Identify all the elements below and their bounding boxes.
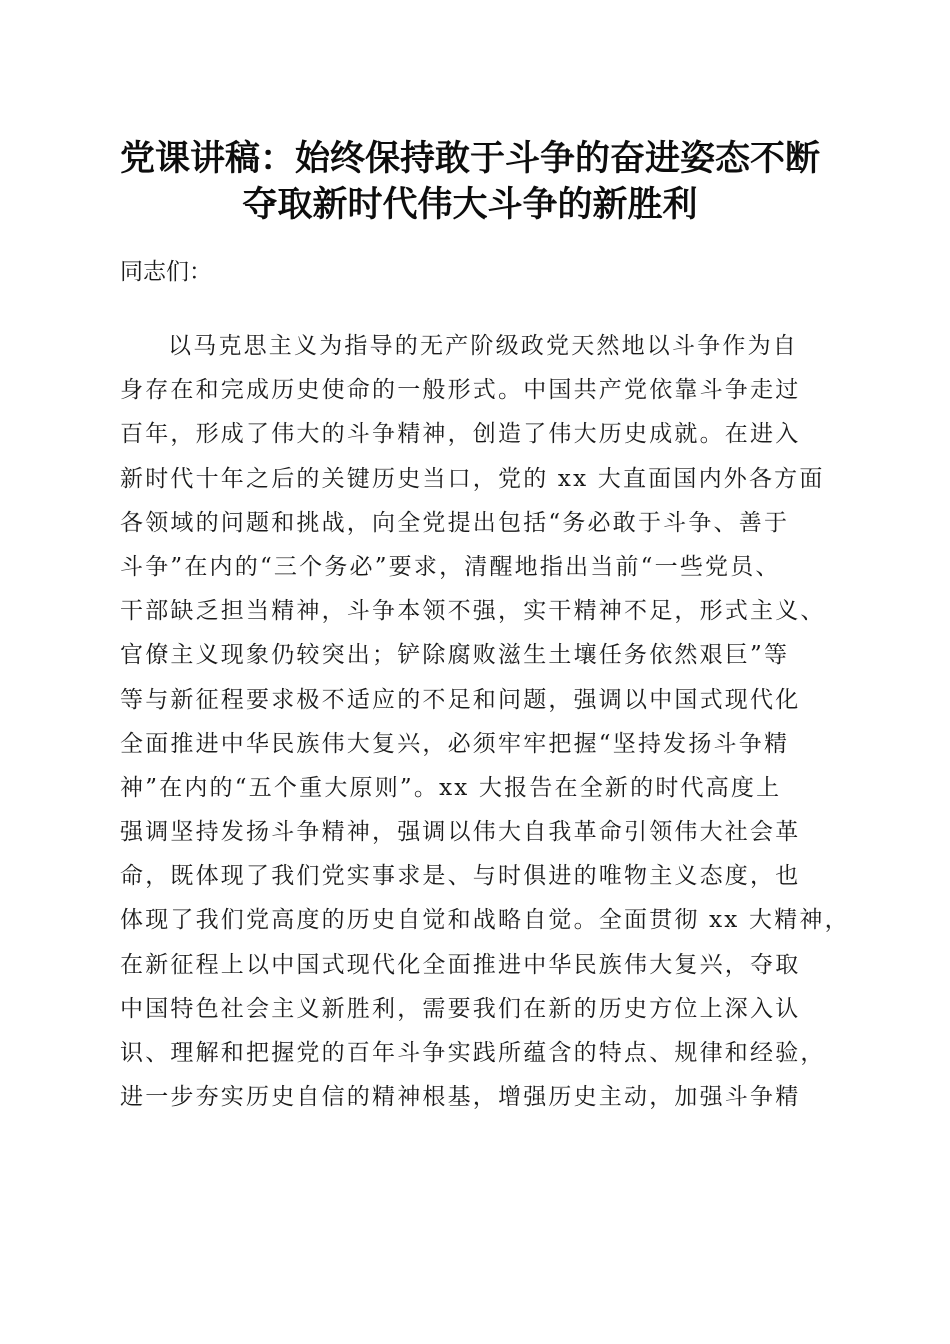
paragraph-line: 命，既体现了我们党实事求是、与时俱进的唯物主义态度，也 [120,863,801,890]
paragraph-line: 识、理解和把握党的百年斗争实践所蕴含的特点、规律和经验， [120,1040,826,1066]
document-title [100,136,840,228]
title-line: 夺取新时代伟大斗争的新胜利 [242,184,698,225]
body-paragraph [120,324,850,1119]
paragraph-line: 进一步夯实历史自信的精神根基，增强历史主动，加强斗争精 [120,1084,801,1111]
paragraph-line: 体现了我们党高度的历史自觉和战略自觉。全面贯彻 xx 大精神， [120,907,850,934]
paragraph-line: 等与新征程要求极不适应的不足和问题，强调以中国式现代化 [120,686,801,713]
title-line: 党课讲稿：始终保持敢于斗争的奋进姿态不断 [119,138,820,179]
paragraph-line: 干部缺乏担当精神，斗争本领不强，实干精神不足，形式主义、 [120,598,826,625]
paragraph-line: 强调坚持发扬斗争精神，强调以伟大自我革命引领伟大社会革 [120,819,801,846]
paragraph-line: 在新征程上以中国式现代化全面推进中华民族伟大复兴，夺取 [120,951,801,978]
salutation: 同志们： [120,259,212,285]
paragraph-line: 新时代十年之后的关键历史当口，党的 xx 大直面国内外各方面 [120,465,825,492]
paragraph-line: 以马克思主义为指导的无产阶级政党天然地以斗争作为自 [168,333,798,359]
paragraph-line: 各领域的问题和挑战，向全党提出包括“务必敢于斗争、善于 [120,509,790,536]
paragraph-line: 斗争”在内的“三个务必”要求，清醒地指出当前“一些党员、 [120,553,781,580]
paragraph-line: 神”在内的“五个重大原则”。xx 大报告在全新的时代高度上 [120,774,782,801]
paragraph-line: 官僚主义现象仍较突出；铲除腐败滋生土壤任务依然艰巨”等 [120,642,790,669]
paragraph-line: 全面推进中华民族伟大复兴，必须牢牢把握“坚持发扬斗争精 [120,730,790,757]
paragraph-line: 身存在和完成历史使命的一般形式。中国共产党依靠斗争走过 [120,377,801,404]
paragraph-line: 百年，形成了伟大的斗争精神，创造了伟大历史成就。在进入 [120,421,801,448]
paragraph-line: 中国特色社会主义新胜利，需要我们在新的历史方位上深入认 [120,995,801,1022]
